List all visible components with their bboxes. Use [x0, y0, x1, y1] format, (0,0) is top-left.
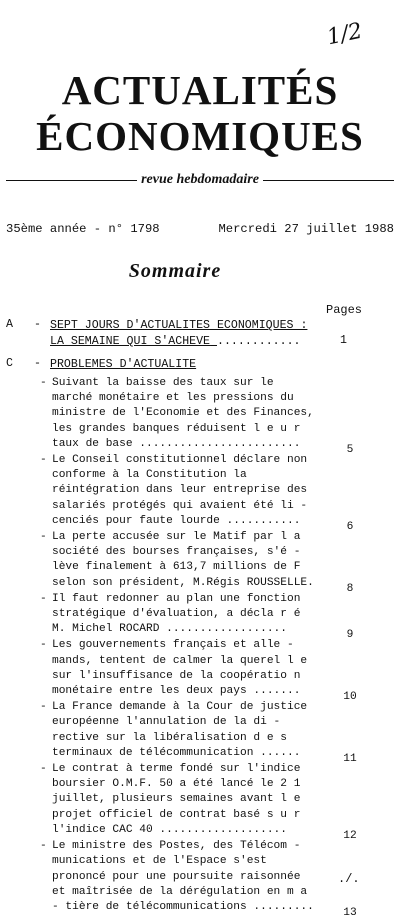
- item-text: Le ministre des Postes, des Télécom - munications et de l'Espace s'est prononcé pour une poursuite raisonnée et maîtrisée de la dérégulation en m a - tière de télécommunications .........: [52, 840, 314, 913]
- list-item: [40, 453, 394, 533]
- issue-date: Mercredi 27 juillet 1988: [218, 222, 394, 236]
- item-text: Les gouvernements français et alle - mands, tentent de calmer la querel l e sur l'insuffisance de la coopératio n monétaire entre les deux pays .......: [52, 639, 308, 698]
- list-item: [40, 530, 394, 595]
- item-bullet: -: [40, 377, 47, 389]
- list-item: [40, 592, 394, 642]
- item-text: La perte accusée sur le Matif par l a société des bourses françaises, s'é - lève finalement à 613,7 millions de F selon son président, M.Régis ROUSSELLE.: [52, 531, 314, 589]
- section-page: 1: [340, 334, 347, 347]
- left-rule: [6, 180, 137, 181]
- masthead-subtitle: revue hebdomadaire: [141, 172, 259, 187]
- section-title-text: SEPT JOURS D'ACTUALITES ECONOMIQUES : LA SEMAINE QUI S'ACHEVE: [50, 319, 308, 348]
- issue-line: [6, 222, 394, 236]
- item-page: 6: [346, 520, 354, 533]
- item-text: Il faut redonner au plan une fonction stratégique d'évaluation, a décla r é M. Michel ROCARD ..................: [52, 592, 301, 636]
- item-text: Le contrat à terme fondé sur l'indice boursier O.M.F. 50 a été lancé le 2 1 juillet, plusieurs semaines avant l e projet officiel de contrat basé s u r l'indice CAC 40 ...................: [52, 763, 301, 836]
- section-letter: A: [6, 318, 13, 331]
- section-letter: C: [6, 357, 13, 370]
- item-bullet: -: [40, 639, 47, 652]
- item-text: Suivant la baisse des taux sur le marché monétaire et les pressions du ministre de l'Economie et des Finances, les grandes banques réduisent l e u r taux de base ........................: [52, 377, 314, 450]
- item-bullet: -: [40, 840, 47, 853]
- section-leader: ............: [217, 335, 301, 348]
- issue-number: 35ème année - n° 1798: [6, 222, 160, 236]
- right-rule: [263, 180, 394, 181]
- item-bullet: -: [40, 454, 47, 467]
- item-bullet: -: [40, 701, 47, 714]
- section-dash: -: [34, 357, 41, 370]
- item-bullet: -: [40, 763, 47, 776]
- article-list: [40, 376, 394, 919]
- masthead-title-line1: ACTUALITÉS: [61, 67, 339, 113]
- item-page: 9: [346, 629, 354, 642]
- item-page: 12: [343, 829, 357, 842]
- section-dash: -: [34, 318, 41, 331]
- item-bullet: -: [40, 592, 47, 605]
- item-page: 5: [346, 443, 354, 456]
- handwritten-page-mark: 1/2: [324, 18, 365, 51]
- item-page: 13: [343, 906, 357, 919]
- item-bullet: -: [40, 531, 47, 544]
- item-text: La France demande à la Cour de justice européenne l'annulation de la di - rective sur la libéralisation d e s terminaux de télécommunication ......: [52, 701, 308, 759]
- item-text: Le Conseil constitutionnel déclare non conforme à la Constitution la réintégration dans leur entreprise des salariés protégés qui avaient été li - cenciés pour faute lourde ...........: [52, 454, 308, 527]
- sommaire-heading: Sommaire: [128, 260, 222, 282]
- masthead-title-line2: ÉCONOMIQUES: [36, 113, 364, 159]
- item-page: 8: [346, 582, 354, 595]
- item-page: 10: [343, 691, 357, 704]
- list-item: [40, 638, 394, 704]
- section-title: PROBLEMES D'ACTUALITE: [50, 358, 197, 371]
- list-item: [40, 700, 394, 765]
- masthead-subtitle-row: [6, 172, 394, 188]
- list-item: [40, 762, 394, 842]
- section-title: [50, 318, 320, 350]
- item-page: 11: [343, 752, 357, 765]
- pages-column-label: Pages: [326, 303, 363, 317]
- list-item: [40, 376, 394, 456]
- continued-mark: ./.: [338, 872, 360, 886]
